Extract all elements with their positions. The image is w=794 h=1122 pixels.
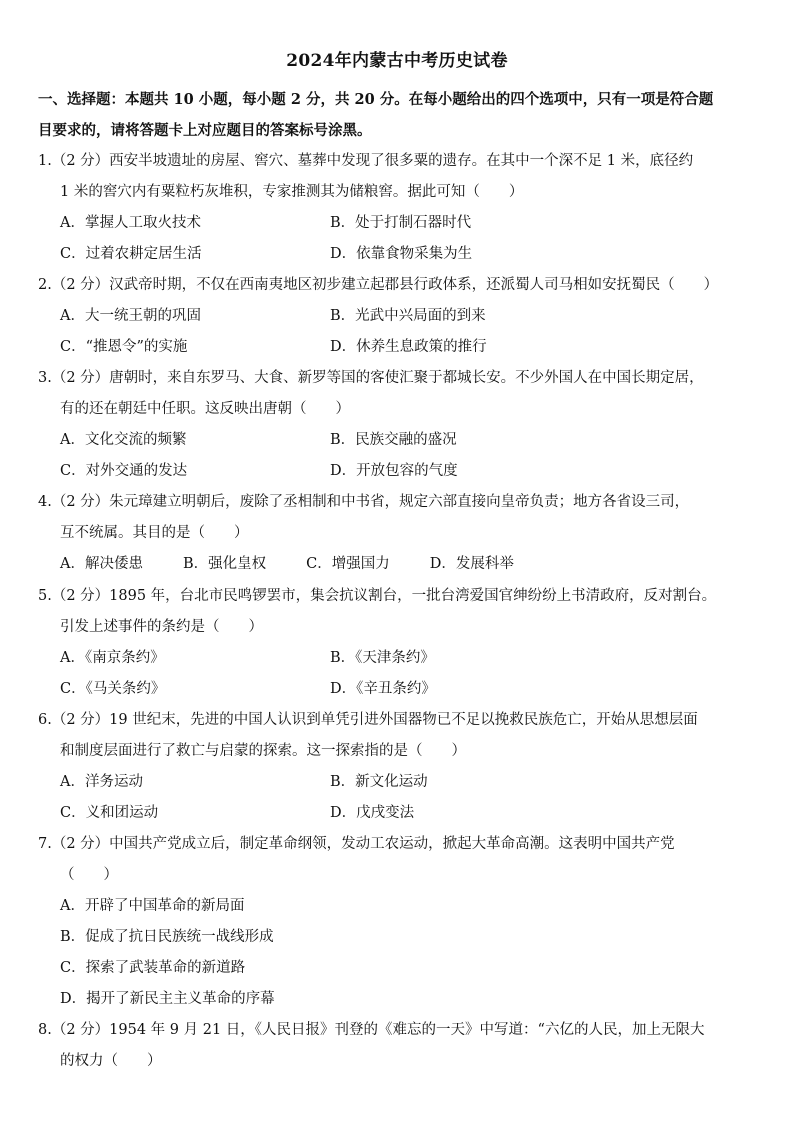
question-5-stem-cont: 引发上述事件的条约是（ ） [60,619,263,635]
question-3-options [60,425,760,487]
question-4-options [60,549,760,580]
option-a[interactable]: A．大一统王朝的巩固 [60,308,201,324]
option-c[interactable]: C．对外交通的发达 [60,463,188,479]
option-b[interactable]: B．民族交融的盛况 [330,432,457,448]
option-a[interactable]: A．解决倭患 [60,556,143,572]
question-8-stem-cont: 的权力（ ） [60,1053,162,1069]
option-c[interactable]: C．“推恩令”的实施 [60,339,188,355]
option-d[interactable]: D．开放包容的气度 [330,463,458,479]
section-line-2: 目要求的，请将答题卡上对应题目的答案标号涂黑。 [38,122,372,139]
question-3-stem-cont: 有的还在朝廷中任职。这反映出唐朝（ ） [60,401,350,417]
option-d[interactable]: D．发展科举 [429,556,514,572]
option-b[interactable]: B．强化皇权 [182,556,267,572]
question-1-options [60,208,760,270]
option-c[interactable]: C．增强国力 [306,556,390,572]
option-c[interactable]: C．探索了武装革命的新道路 [60,960,246,976]
question-7-stem-cont: （ ） [60,867,118,883]
question-4 [38,487,760,549]
question-6-options [60,767,760,829]
option-b[interactable]: B．新文化运动 [330,774,428,790]
section-heading [38,84,758,146]
question-4-stem-cont: 互不统属。其目的是（ ） [60,525,249,541]
question-1-stem-cont: 1 米的窖穴内有粟粒朽灰堆积，专家推测其为储粮窖。据此可知（ ） [60,184,524,200]
question-1-stem: 1.（2 分）西安半坡遗址的房屋、窖穴、墓葬中发现了很多粟的遗存。在其中一个深不足 1 米，底径约 [38,153,694,169]
option-d[interactable]: D．《辛丑条约》 [330,681,436,697]
question-7-stem: 7.（2 分）中国共产党成立后，制定革命纲领，发动工农运动，掀起大革命高潮。这表明中国共产党 [38,836,675,852]
page-title: 2024年内蒙古中考历史试卷 [286,51,508,71]
question-4-stem: 4.（2 分）朱元璋建立明朝后，废除了丞相制和中书省，规定六部直接向皇帝负责；地方各省设三司， [38,494,690,510]
option-c[interactable]: C．义和团运动 [60,805,159,821]
option-a[interactable]: A．开辟了中国革命的新局面 [60,898,245,914]
question-8-stem: 8.（2 分）1954 年 9 月 21 日，《人民日报》刊登的《难忘的一天》中写道：“六亿的人民，加上无限大 [38,1022,705,1038]
option-d[interactable]: D．揭开了新民主主义革命的序幕 [60,991,275,1007]
option-a[interactable]: A．文化交流的频繁 [60,432,187,448]
option-b[interactable]: B．光武中兴局面的到来 [330,308,486,324]
question-7-options [60,891,760,1015]
question-3 [38,363,760,425]
question-8 [38,1015,760,1077]
question-2-stem: 2.（2 分）汉武帝时期，不仅在西南夷地区初步建立起郡县行政体系，还派蜀人司马相如安抚蜀民（ ） [38,277,719,293]
question-2 [38,270,760,301]
question-5-stem: 5.（2 分）1895 年，台北市民鸣锣罢市，集会抗议割台，一批台湾爱国官绅纷纷上书清政府，反对割台。 [38,588,717,604]
option-a[interactable]: A．《南京条约》 [60,650,165,666]
question-5-options [60,643,760,705]
option-a[interactable]: A．洋务运动 [60,774,143,790]
option-a[interactable]: A．掌握人工取火技术 [60,215,201,231]
question-3-stem: 3.（2 分）唐朝时，来自东罗马、大食、新罗等国的客使汇聚于都城长安。不少外国人在中国长期定居， [38,370,704,386]
option-b[interactable]: B．处于打制石器时代 [330,215,472,231]
question-6 [38,705,760,767]
option-d[interactable]: D．休养生息政策的推行 [330,339,487,355]
question-5 [38,581,760,643]
option-b[interactable]: B．促成了抗日民族统一战线形成 [60,929,274,945]
option-c[interactable]: C．《马关条约》 [60,681,166,697]
option-b[interactable]: B．《天津条约》 [330,650,435,666]
question-7 [38,829,760,891]
question-2-options [60,301,760,363]
option-d[interactable]: D．依靠食物采集为生 [330,246,473,262]
section-line-1: 一、选择题：本题共 10 小题，每小题 2 分，共 20 分。在每小题给出的四个选项中，只有一项是符合题 [38,91,714,108]
option-c[interactable]: C．过着农耕定居生活 [60,246,202,262]
question-6-stem-cont: 和制度层面进行了救亡与启蒙的探索。这一探索指的是（ ） [60,743,466,759]
question-1 [38,146,760,208]
question-6-stem: 6.（2 分）19 世纪末，先进的中国人认识到单凭引进外国器物已不足以挽救民族危亡，开始从思想层面 [38,712,698,728]
option-d[interactable]: D．戊戌变法 [330,805,415,821]
